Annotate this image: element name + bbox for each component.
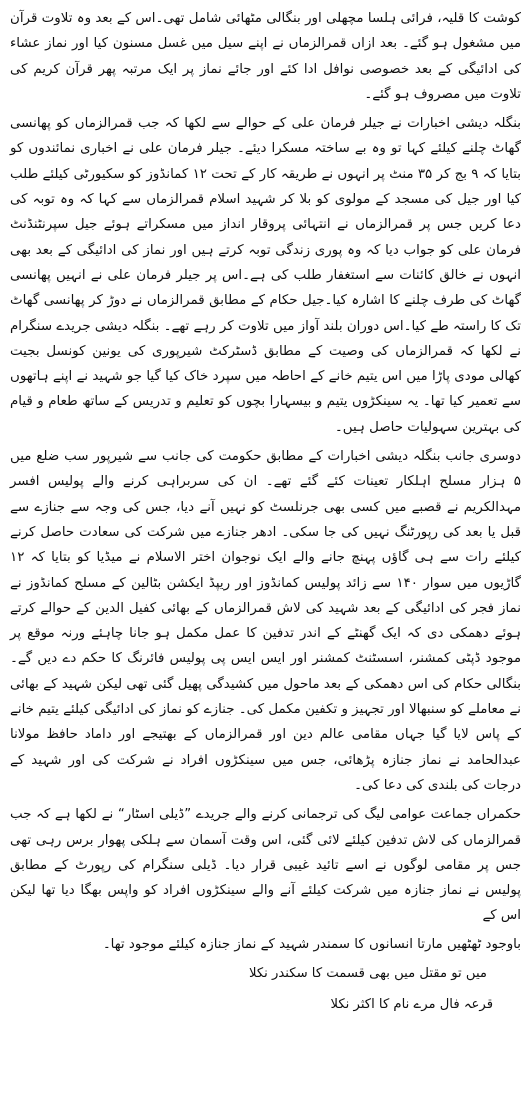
verse-line-1: میں تو مقتل میں بھی قسمت کا سکندر نکلا [249, 965, 487, 981]
paragraph-5: باوجود ٹھٹھیں مارتا انسانوں کا سمندر شہید کے نماز جنازہ کیلئے موجود تھا۔ [102, 936, 521, 952]
poetry-couplet [10, 961, 521, 1018]
paragraph-3: دوسری جانب بنگلہ دیشی اخبارات کے مطابق حکومت کی جانب سے شیرپور سب ضلع میں ۵ ہزار مسلح اہلکار تعینات کئے گئے تھے۔ ان کی سربراہی کرنے والے پولیس افسر مہدالکریم نے قصبے میں کسی بھی جرنلسٹ کو نہیں آنے دیا، جس کی وجہ سے جنازے سے قبل یا بعد کی رپورٹنگ نہیں کی جا سکی۔ ادھر جنازے میں شرکت کی سعادت حاصل کرنے کیلئے رات سے ہی گاؤں پہنچ جانے والے ایک نوجوان اختر الاسلام نے میڈیا کو بتایا کہ ۱۲ گاڑیوں میں سوار ۱۴۰ سے زائد پولیس کمانڈوز اور ریپڈ ایکشن بٹالین کے مسلح کمانڈوز نے نماز فجر کی ادائیگی کے بعد شہید کی لاش قمرالزماں کے بھائی کفیل الدین کے حوالے کرتے ہوئے دھمکی دی کہ ایک گھنٹے کے اندر تدفین کا عمل مکمل ہو جانا چاہئے ورنہ موقع پر موجود ڈپٹی کمشنر، اسسٹنٹ کمشنر اور ایس ایس پی پولیس فائرنگ کا حکم دے دیں گے۔ بنگالی حکام کی اس دھمکی کے بعد ماحول میں کشیدگی پھیل گئی تھی لیکن شہید کے بھائی نے معاملے کو سنبھالا اور تجہیز و تکفین مکمل کی۔ جنازے کو نماز کی ادائیگی کیلئے یتیم خانے کے پاس لایا گیا جہاں مقامی عالم دین اور قمرالزماں کے بھتیجے اور داماد حافظ مولانا عبدالحامد نے نماز جنازہ پڑھائی، جس میں سینکڑوں افراد نے شرکت کی اور شہید کے درجات کی بلندی کی دعا کی۔ [10, 449, 521, 793]
paragraph-1: کوشت کا قلیہ، فرائی ہلسا مچھلی اور بنگالی مٹھائی شامل تھی۔اس کے بعد وہ تلاوت قرآن میں مشغول ہو گئے۔ بعد ازاں قمرالزماں نے اپنے سیل میں غسل مسنون کیا اور نماز عشاء کی ادائیگی کے بعد خصوصی نوافل ادا کئے اور جائے نماز پر ایک مرتبہ پھر قرآن کریم کی تلاوت میں مصروف ہو گئے۔ [10, 11, 521, 102]
paragraph-4: حکمراں جماعت عوامی لیگ کی ترجمانی کرنے والے جریدے ”ڈیلی اسٹار“ نے لکھا ہے کہ جب قمرالزماں کی لاش تدفین کیلئے لائی گئی، اس وقت آسمان سے ہلکی پھوار برس رہی تھی جس پر مقامی لوگوں نے اسے تائید غیبی قرار دیا۔ ڈیلی سنگرام کی رپورٹ کے مطابق پولیس نے نماز جنازہ میں شرکت کیلئے آنے والے سینکڑوں افراد کو واپس بھگا دیا تھا لیکن اس کے [10, 807, 521, 924]
paragraph-2: بنگلہ دیشی اخبارات نے جیلر فرمان علی کے حوالے سے لکھا کہ جب قمرالزماں کو پھانسی گھاٹ چلنے کیلئے کہا تو وہ بے ساختہ مسکرا دیئے۔ جیلر فرمان علی نے اخباری نمائندوں کو بتایا کہ ۹ بج کر ۳۵ منٹ پر انہوں نے طریقہ کار کے تحت ۱۲ کمانڈوز کو سکیورٹی کیلئے طلب کیا اور جیل کی مسجد کے مولوی کو بلا کر شہید اسلام قمرالزماں سے کہا کہ وہ توبہ کی دعا کریں جس پر قمرالزماں نے انتہائی پروقار انداز میں مسکراتے ہوئے جیل سپرنٹنڈنٹ فرمان علی کو جواب دیا کہ وہ پوری زندگی توبہ کرتے ہیں اور نماز کی ادائیگی کے بعد بھی انہوں نے خالق کائنات سے استغفار طلب کی ہے۔اس پر جیلر فرمان علی نے انہیں پھانسی گھاٹ کی طرف چلنے کا اشارہ کیا۔جیل حکام کے مطابق قمرالزماں نے دوڑ کر پھانسی گھاٹ تک کا راستہ طے کیا۔اس دوران بلند آواز میں تلاوت کر رہے تھے۔ بنگلہ دیشی جریدے سنگرام نے لکھا کہ قمرالزماں کی وصیت کے مطابق ڈسٹرکٹ شیرپوری کی یونین کونسل بجیت کھالی مودی پاڑا میں اس یتیم خانے کے احاطہ میں سپرد خاک کیا گیا جو شہید نے اپنے ہاتھوں سے تعمیر کیا تھا۔ یہ سینکڑوں یتیم و بیسہارا بچوں کو تعلیم و تدریس کے ساتھ طعام و قیام کی بہترین سہولیات حاصل ہیں۔ [10, 116, 521, 435]
verse-line-2: قرعہ فال مرے نام کا اکثر نکلا [330, 997, 493, 1013]
